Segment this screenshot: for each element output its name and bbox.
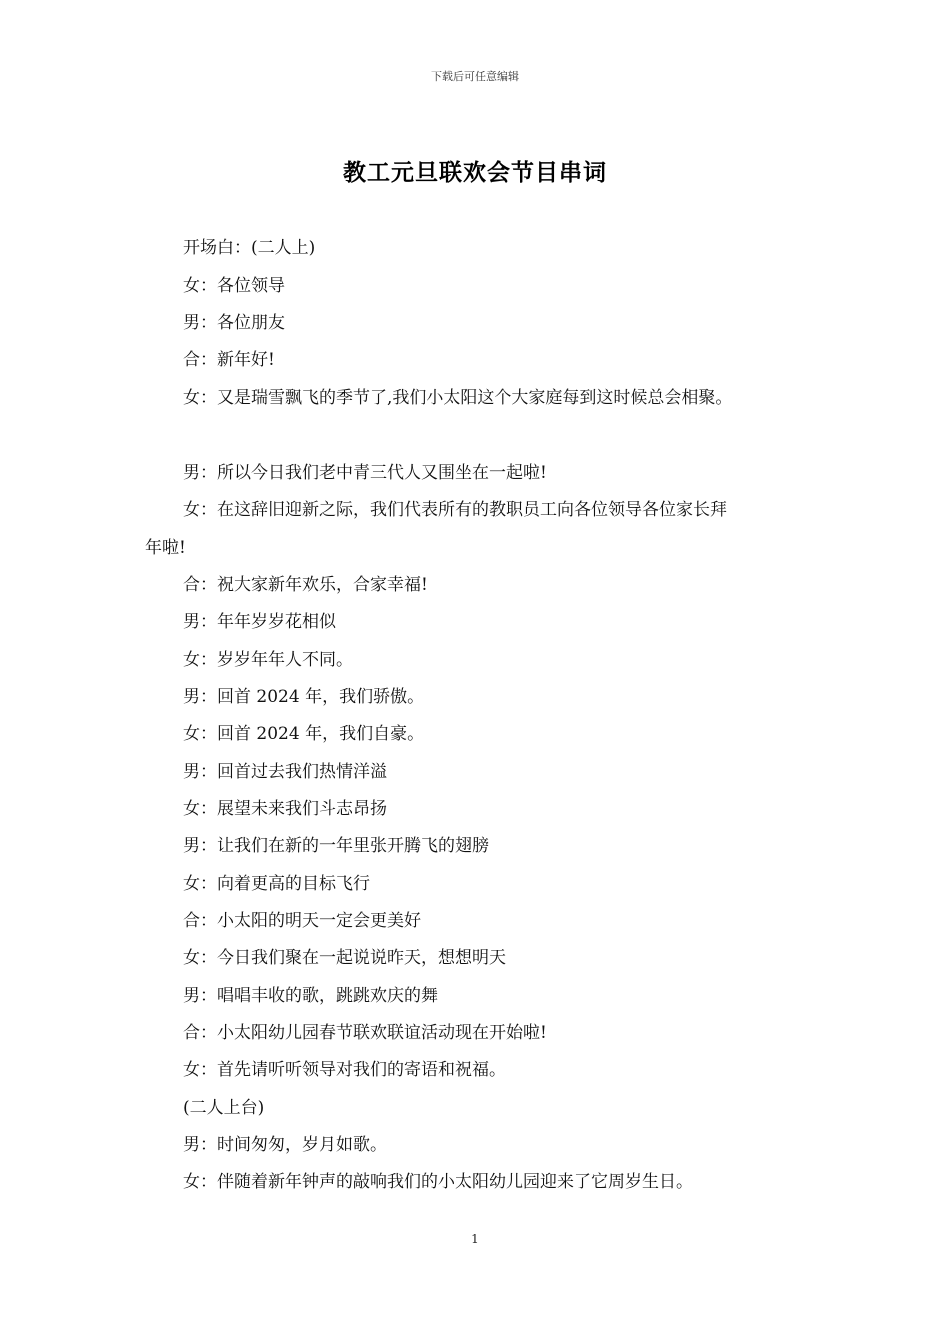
header-note: 下载后可任意编辑	[431, 70, 519, 83]
paragraph-line: 男：回首 2024 年，我们骄傲。	[183, 687, 425, 707]
paragraph-line: 合：新年好!	[183, 350, 275, 370]
paragraph-line: 合：小太阳幼儿园春节联欢联谊活动现在开始啦!	[183, 1023, 547, 1043]
paragraph-line: 女：在这辞旧迎新之际，我们代表所有的教职员工向各位领导各位家长拜	[183, 500, 727, 520]
paragraph-line: 女：向着更高的目标飞行	[183, 874, 370, 894]
paragraph-line: 男：让我们在新的一年里张开腾飞的翅膀	[183, 836, 489, 856]
paragraph-line: 合：祝大家新年欢乐，合家幸福!	[183, 575, 428, 595]
paragraph-line: 女：各位领导	[183, 276, 285, 296]
paragraph-line: (二人上台)	[183, 1098, 265, 1118]
paragraph-line: 女：又是瑞雪飘飞的季节了,我们小太阳这个大家庭每到这时候总会相聚。	[183, 388, 733, 408]
paragraph-line: 男：各位朋友	[183, 313, 285, 333]
document-title: 教工元旦联欢会节目串词	[343, 159, 607, 186]
paragraph-line: 女：回首 2024 年，我们自豪。	[183, 724, 425, 744]
paragraph-line: 合：小太阳的明天一定会更美好	[183, 911, 421, 931]
paragraph-line: 女：今日我们聚在一起说说昨天，想想明天	[183, 948, 506, 968]
paragraph-line: 女：展望未来我们斗志昂扬	[183, 799, 387, 819]
paragraph-line: 男：唱唱丰收的歌，跳跳欢庆的舞	[183, 986, 438, 1006]
paragraph-line: 男：时间匆匆，岁月如歌。	[183, 1135, 387, 1155]
paragraph-line: 女：伴随着新年钟声的敲响我们的小太阳幼儿园迎来了它周岁生日。	[183, 1172, 693, 1192]
paragraph-line: 男：年年岁岁花相似	[183, 612, 336, 632]
paragraph-line: 男：所以今日我们老中青三代人又围坐在一起啦!	[183, 463, 547, 483]
page-number: 1	[471, 1232, 479, 1246]
paragraph-line: 女：首先请听听领导对我们的寄语和祝福。	[183, 1060, 506, 1080]
paragraph-line: 开场白：(二人上)	[183, 238, 316, 258]
paragraph-line: 女：岁岁年年人不同。	[183, 650, 353, 670]
paragraph-line: 年啦!	[145, 538, 186, 558]
paragraph-line: 男：回首过去我们热情洋溢	[183, 762, 387, 782]
